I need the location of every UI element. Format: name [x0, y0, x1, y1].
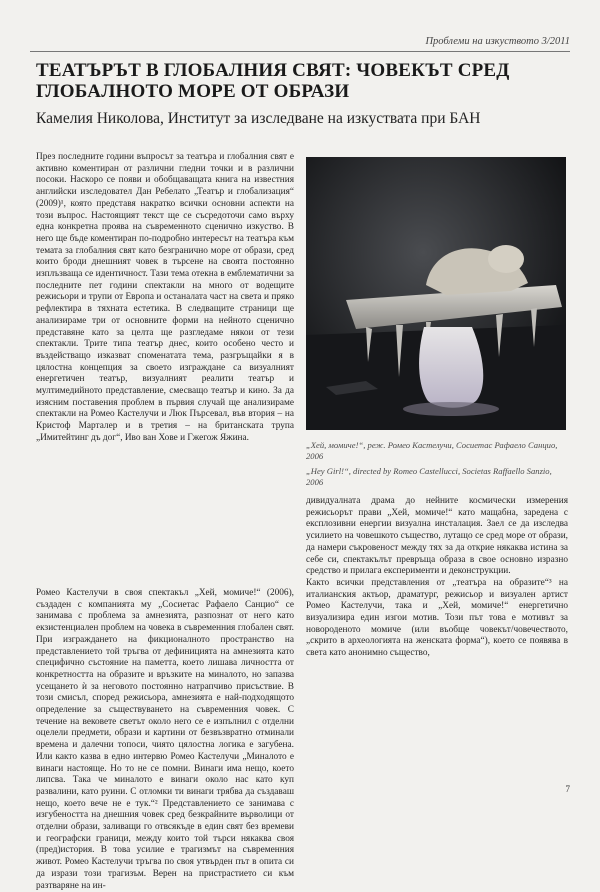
- right-column-text: [306, 496, 568, 792]
- body-paragraph-castellucci: Ромео Кастелучи в своя спектакъл „Хей, момиче!“ (2006), създаден с компанията му „Сосиетас Рафаело Санцио“ се занимава с проблема за амнезията, разпознат от него като екзистенциален проблем на човека в съвременния глобален свят. При изграждането на фикционалното пространство на представлението той тръгва от дефиницията на амнезията като специфично състояние на паметта, което лишава личността от конкретността на образите и връзките на миналото, но запазва усещането ѝ за неговото постоянно натрапчиво присъствие. В този смисъл, според режисьора, амнезията е най-подходящото определение за съществуването на съвременния човек. С течение на вековете светът около него се е изпълнил с отделни оцелели предмети, образи и картини от безвъзвратно отминали времена и далечни топоси, чиято цялостна логика е загубена. Или както казва в едно интервю Ромео Кастелучи „Миналото е винаги настояще. Но то не се помни. Винаги има нещо, което липсва. Така че миналото е винаги около нас като куп развалини, като руини. С отломки ти винаги трябва да създаваш нещо, което вече не е тук.“² Представлението се занимава с изгубеността на днешния човек сред безкрайните върволици от отделни образи, заливащи го отвсякъде в един свят без времеви и географски граници, между които той търси някаква своя (пред)история. В това усилие е трагизмът на съвременния живот. Ромео Кастелучи тръгва по своя утвърден път в опита си да изрази този трагизъм. Верен на пристрастието си към разтваряне на ин-: [36, 588, 294, 891]
- figure-caption-bg: „Хей, момиче!“, реж. Ромео Кастелучи, Сосиетас Рафаело Санцио, 2006: [306, 440, 558, 461]
- article-author: Камелия Николова, Институт за изследване на изкуствата при БАН: [36, 110, 481, 127]
- header-rule: [30, 51, 570, 52]
- figure-caption-en: „Hey Girl!“, directed by Romeo Castellucci, Societas Raffaello Sanzio, 2006: [306, 466, 552, 487]
- intro-paragraph: През последните години въпросът за театъра и глобалния свят е активно коментиран от различни гледни точки и в различни посоки. Наскоро се появи и обобщаващата книга на известния английски изследовател Дан Ребелато „Театър и глобализация“ (2009)¹, която представя накратко всички основни аспекти на този въпрос. Настоящият текст ще се съсредоточи само върху една конкретна проява на съвременното сценично изкуство. В него ще бъде коментиран по-подробно интересът на театъра към темата за глобалния свят като безгранично море от образи, сред които броди днешният човек в търсене на своята постоянно изплъзваща се идентичност. Тази тема отекна в емблематични за последните пет години спектакли на много от водещите режисьори и трупи от Европа и останалата част на света и пряко рефлектира в тяхната естетика. В следващите страници ще анализираме три от основните форми на нейното сценично представяне като за целта ще разгледаме някои от тези спектакли. Трите типа театър днес, които особено често и въздействащо изказват споменатата тема, разгръщайки я в цялостна концепция за своето изграждане са визуалният енергетичен театър, визуалният реалити театър и мултимедийното представление, смесващо театър и кино. За да изясним поставения проблем в първия случай ще анализираме спектакли на Ромео Кастелучи и Люк Пърсевал, във втория – на Кристоф Марталер и в третия – на британската трупа „Имитейтинг дъ дог“, Иво ван Хове и Гжегож Яжина.: [36, 152, 294, 443]
- body-paragraph-right-2: Както всички представления от „театъра на образите“³ на италианския актьор, драматург, режисьор и визуален артист Ромео Кастелучи, така и „Хей, момиче!“ енергетично визуализира един изгои мотив. Този път това е мотивът за новороденото момиче (или въобще човекът/човечеството, „скрито в археологията на женската форма“), което се появява в света като анонимно същество,: [306, 577, 568, 659]
- performance-photo: [306, 157, 566, 430]
- body-paragraph-right-1: дивидуалната драма до нейните космически измерения режисьорът прави „Хей, момиче!“ като мащабна, заредена с експлозивни енергии визуална инсталация. Заел се да изследва усилието на човешкото същество, лутащо се сред море от образи, да намери съкровеност между тях за да открие някаква истина за себе си, спектакълът превръща образа в свое основно изразно средство и прилага експерименти и деконструкции.: [306, 496, 568, 577]
- article-title: ТЕАТЪРЪТ В ГЛОБАЛНИЯ СВЯТ: ЧОВЕКЪТ СРЕД ГЛОБАЛНОТО МОРЕ ОТ ОБРАЗИ: [36, 60, 510, 102]
- page-number: 7: [565, 784, 570, 794]
- performance-photo-image: [306, 157, 566, 430]
- journal-header: Проблеми на изкуството 3/2011: [425, 36, 570, 47]
